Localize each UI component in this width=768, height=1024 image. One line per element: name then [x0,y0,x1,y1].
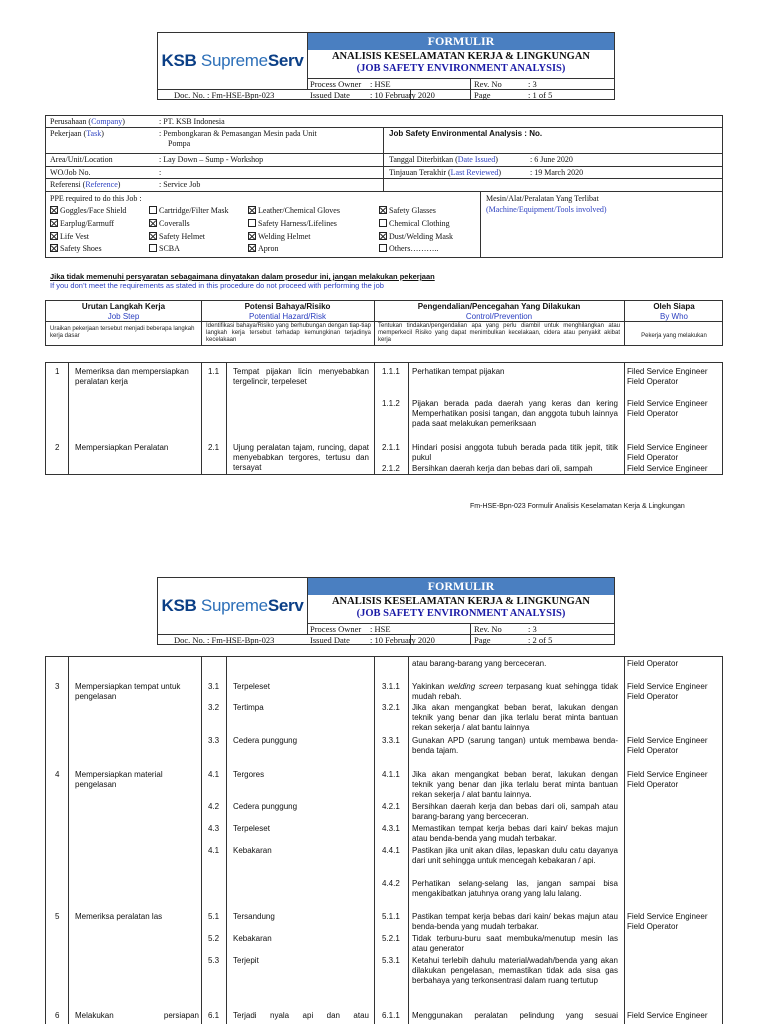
step-number: 1 [55,367,60,376]
perusahaan-value: : PT. KSB Indonesia [159,117,225,126]
hazard-description: Kebakaran [233,846,272,855]
page2-header [157,577,615,645]
checkbox-icon [248,219,256,227]
hazard-number: 5.2 [208,934,220,943]
hazard-description: Terpeleset [233,824,270,833]
control-description: Gunakan APD (sarung tangan) untuk membawa benda-benda tajam. [412,736,618,755]
col-job-step-desc: Uraikan pekerjaan tersebut menjadi beberapa langkah kerja dasar [50,326,195,339]
step-number: 4 [55,770,60,779]
pekerjaan-value-2: Pompa [168,139,191,148]
responsible: Field Service Engineer [627,770,708,779]
control-number: 4.4.2 [382,879,400,888]
hazard-description: Kebakaran [233,934,272,943]
responsible: Field Operator [627,692,679,701]
hazard-number: 4.1 [208,770,220,779]
responsible: Field Operator [627,922,679,931]
step-number: 3 [55,682,60,691]
tinjauan-value: : 19 March 2020 [530,168,584,177]
control-number: 4.1.1 [382,770,400,779]
col-control-en: Control/Prevention [465,312,533,321]
hazard-number: 4.2 [208,802,220,811]
hazard-description: Tersandung [233,912,275,921]
process-owner-label: Process Owner [310,624,362,634]
ppe-item[interactable]: Safety Glasses [379,206,436,216]
issued-label: Issued Date [310,90,350,100]
tinjauan-label: Tinjauan Terakhir (Last Reviewed) [389,168,502,177]
hazard-number: 3.1 [208,682,220,691]
control-description: atau barang-barang yang berceceran. [412,659,547,668]
wo-value: : [159,168,162,177]
page-label: Page [474,90,491,100]
responsible: Field Operator [627,780,679,789]
control-description: Ketahui terlebih dahulu material/wadah/benda yang akan dilakukan pengelasan, memastikan tidak ada sisa gas berbahaya yang terkonsentrasi dalam ruang tertutup [412,956,618,985]
step-number: 2 [55,443,60,452]
formulir-bar: FORMULIR [308,33,614,50]
checkbox-icon [248,232,256,240]
control-number: 5.3.1 [382,956,400,965]
control-description: Tidak terburu-buru saat membuka/menutup mesin las atau generator [412,934,618,953]
checkbox-icon [50,244,58,252]
hazard-description: Terjadi nyala api dan atau [233,1011,369,1020]
control-number: 3.2.1 [382,703,400,712]
referensi-value: : Service Job [159,180,201,189]
hazard-number: 5.1 [208,912,220,921]
rev-value: : 3 [528,79,537,89]
checkbox-icon [50,219,58,227]
control-number: 3.1.1 [382,682,400,691]
step-description: Mempersiapkan Peralatan [75,443,169,452]
responsible: Field Operator [627,659,679,668]
hazard-number: 5.3 [208,956,220,965]
pekerjaan-label: Pekerjaan (Task) [50,129,104,138]
referensi-label: Referensi (Reference) [50,180,121,189]
ppe-item[interactable]: SCBA [149,244,180,254]
formulir-bar: FORMULIR [308,578,614,595]
control-description: Menggunakan peralatan pelindung yang sesuai [412,1011,618,1020]
wo-label: WO/Job No. [50,168,91,177]
hazard-number: 1.1 [208,367,220,376]
jsea-number: Job Safety Environmental Analysis : No. [389,129,543,138]
rev-value: : 3 [528,624,537,634]
responsible: Field Service Engineer [627,399,708,408]
column-header [45,300,723,346]
ppe-item[interactable]: Apron [248,244,278,254]
control-description: Memastikan tempat kerja bebas dari kain/ bekas majun atau benda-benda yang mudah terbakar. [412,824,618,843]
area-label: Area/Unit/Location [50,155,113,164]
form-title: ANALISIS KESELAMATAN KERJA & LINGKUNGAN [331,596,591,607]
ksb-logo: KSB SupremeServ [158,578,308,634]
issued-value: : 10 February 2020 [370,90,435,100]
responsible: Field Service Engineer [627,1011,708,1020]
page-footer: Fm-HSE-Bpn-023 Formulir Analisis Keselamatan Kerja & Lingkungan [470,503,685,510]
hazard-number: 3.3 [208,736,220,745]
ppe-item[interactable]: Others……….. [379,244,438,254]
rev-label: Rev. No [474,624,502,634]
page-value: : 2 of 5 [528,635,553,645]
responsible: Field Operator [627,409,679,418]
checkbox-icon [379,232,387,240]
step-description: Mempersiapkan tempat untuk pengelasan [75,682,181,701]
col-hazard-desc: Identifikasi bahaya/Risiko yang berhubungan dengan tiap-tiap langkah kerja tersebut terhadap kemungkinan terjadinya kecelakaan [206,323,371,343]
control-number: 4.2.1 [382,802,400,811]
process-owner-value: : HSE [370,79,391,89]
checkbox-icon [379,244,387,252]
hazard-number: 2.1 [208,443,220,452]
hazard-description: Cedera punggung [233,802,298,811]
hazard-number: 4.1 [208,846,220,855]
ppe-item[interactable]: Cartridge/Filter Mask [149,206,229,216]
control-description: Pijakan berada pada daerah yang keras dan kering Memperhatikan posisi tangan, dan anggota tubuh lainnya pada saat melakukan pemeriksaan [412,399,618,428]
col-job-step-en: Job Step [107,312,140,321]
control-description: Bersihkan daerah kerja dan bebas dari oli, sampah atau barang-barang yang berceceran. [412,802,618,821]
control-description: Perhatikan selang-selang las, jangan sampai bisa mengakibatkan jatuhnya orang yang lalu lalang. [412,879,618,898]
warning-id: Jika tidak memenuhi persyaratan sebagaimana dinyatakan dalam prosedur ini, jangan melakukan pekerjaan [50,272,435,281]
hazard-description: Terjepit [233,956,259,965]
step-number: 6 [55,1011,60,1020]
mesin-title: Mesin/Alat/Peralatan Yang Terlibat [486,194,599,203]
ppe-item[interactable]: Welding Helmet [248,232,310,242]
form-subtitle: (JOB SAFETY ENVIRONMENT ANALYSIS) [356,608,566,619]
doc-no: Doc. No. : Fm-HSE-Bpn-023 [174,635,275,645]
process-owner-value: : HSE [370,624,391,634]
step-description: Melakukan persiapan [75,1011,199,1020]
hazard-description: Tergores [233,770,265,779]
tanggal-value: : 6 June 2020 [530,155,573,164]
mesin-subtitle: (Machine/Equipment/Tools involved) [486,205,607,214]
col-who-desc: Pekerja yang melakukan [641,333,707,339]
ppe-item[interactable]: Safety Shoes [50,244,102,254]
checkbox-icon [149,232,157,240]
hazard-number: 3.2 [208,703,220,712]
col-who: Oleh Siapa [653,302,695,311]
hazard-number: 6.1 [208,1011,220,1020]
form-subtitle: (JOB SAFETY ENVIRONMENT ANALYSIS) [356,63,566,74]
doc-no: Doc. No. : Fm-HSE-Bpn-023 [174,90,275,100]
responsible: Field Service Engineer [627,736,708,745]
control-description: Jika akan mengangkat beban berat, lakukan dengan teknik yang benar dan jika terlalu berat minta bantuan rekan sekerja / alat bantu lainnya. [412,770,618,799]
responsible: Filed Service Engineer [627,367,708,376]
ppe-item[interactable]: Safety Helmet [149,232,205,242]
control-number: 6.1.1 [382,1011,400,1020]
col-control: Pengendalian/Pencegahan Yang Dilakukan [417,302,581,311]
responsible: Field Service Engineer [627,464,708,473]
responsible: Field Operator [627,377,679,386]
checkbox-icon [248,206,256,214]
checkbox-icon [50,232,58,240]
job-info-table [45,115,723,258]
control-number: 2.1.1 [382,443,400,452]
page1-header [157,32,615,100]
hazard-description: Terpeleset [233,682,270,691]
control-number: 5.2.1 [382,934,400,943]
col-job-step: Urutan Langkah Kerja [81,302,166,311]
checkbox-icon [248,244,256,252]
control-description: Perhatikan tempat pijakan [412,367,505,376]
col-control-desc: Tentukan tindakan/pengendalian apa yang perlu diambil untuk menghilangkan atau memperkecil Risiko yang dapat menimbulkan kecelakaan, cidera atau penyakit akibat kerja [378,323,620,343]
ksb-logo: KSB SupremeServ [158,33,308,89]
page-label: Page [474,635,491,645]
control-number: 4.3.1 [382,824,400,833]
rev-label: Rev. No [474,79,502,89]
ppe-title: PPE required to do this Job : [50,194,142,203]
hazard-description: Ujung peralatan tajam, runcing, dapat menyebabkan tergores, tertusu dan tersayat [233,443,369,472]
control-description: Bersihkan daerah kerja dan bebas dari oli, sampah [412,464,593,473]
ppe-item[interactable]: Coveralls [149,219,190,229]
responsible: Field Operator [627,746,679,755]
control-number: 1.1.1 [382,367,400,376]
control-number: 4.4.1 [382,846,400,855]
page-value: : 1 of 5 [528,90,553,100]
control-description: Yakinkan welding screen terpasang kuat sehingga tidak mudah rebah. [412,682,618,701]
col-who-en: By Who [659,312,688,321]
step-description: Memeriksa peralatan las [75,912,163,921]
pekerjaan-value: : Pembongkaran & Pemasangan Mesin pada Unit [159,129,317,138]
checkbox-icon [149,206,157,214]
col-hazard: Potensi Bahaya/Risiko [244,302,331,311]
responsible: Field Operator [627,453,679,462]
step-number: 5 [55,912,60,921]
control-number: 3.3.1 [382,736,400,745]
ppe-item[interactable]: Dust/Welding Mask [379,232,453,242]
control-number: 2.1.2 [382,464,400,473]
control-number: 5.1.1 [382,912,400,921]
hazard-description: Tertimpa [233,703,264,712]
ppe-item[interactable]: Chemical Clothing [379,219,450,229]
checkbox-icon [149,244,157,252]
control-number: 1.1.2 [382,399,400,408]
issued-value: : 10 February 2020 [370,635,435,645]
tanggal-label: Tanggal Diterbitkan (Date Issued) [389,155,498,164]
control-description: Jika akan mengangkat beban berat, lakukan dengan teknik yang benar dan jika terlalu berat minta bantuan rekan sekerja / alat bantu lainnya [412,703,618,732]
step-description: Memeriksa dan mempersiapkan peralatan kerja [75,367,189,386]
form-title: ANALISIS KESELAMATAN KERJA & LINGKUNGAN [331,51,591,62]
ppe-item[interactable]: Leather/Chemical Gloves [248,206,340,216]
checkbox-icon [149,219,157,227]
ppe-item[interactable]: Safety Harness/Lifelines [248,219,337,229]
issued-label: Issued Date [310,635,350,645]
control-description: Pastikan jika unit akan dilas, lepaskan dulu catu dayanya dari unit sehingga untuk mencegah kebakaran / api. [412,846,618,865]
hazard-description: Cedera punggung [233,736,298,745]
checkbox-icon [379,219,387,227]
control-description: Pastikan tempat kerja bebas dari kain/ bekas majun atau benda-benda yang mudah terbakar. [412,912,618,931]
ppe-item[interactable]: Earplug/Earmuff [50,219,114,229]
checkbox-icon [50,206,58,214]
checkbox-icon [379,206,387,214]
hazard-number: 4.3 [208,824,220,833]
responsible: Field Service Engineer [627,912,708,921]
ppe-item[interactable]: Goggles/Face Shield [50,206,126,216]
ppe-item[interactable]: Life Vest [50,232,89,242]
hazard-description: Tempat pijakan licin menyebabkan tergelincir, terpeleset [233,367,369,386]
perusahaan-label: Perusahaan (Company) [50,117,125,126]
process-owner-label: Process Owner [310,79,362,89]
area-value: : Lay Down – Sump - Workshop [159,155,264,164]
step-description: Mempersiapkan material pengelasan [75,770,163,789]
col-hazard-en: Potential Hazard/Risk [249,312,326,321]
responsible: Field Service Engineer [627,682,708,691]
warning-en: If you don’t meet the requirements as stated in this procedure do not proceed with performing the job [50,281,384,290]
responsible: Field Service Engineer [627,443,708,452]
control-description: Hindari posisi anggota tubuh berada pada titik jepit, titik pukul [412,443,618,462]
